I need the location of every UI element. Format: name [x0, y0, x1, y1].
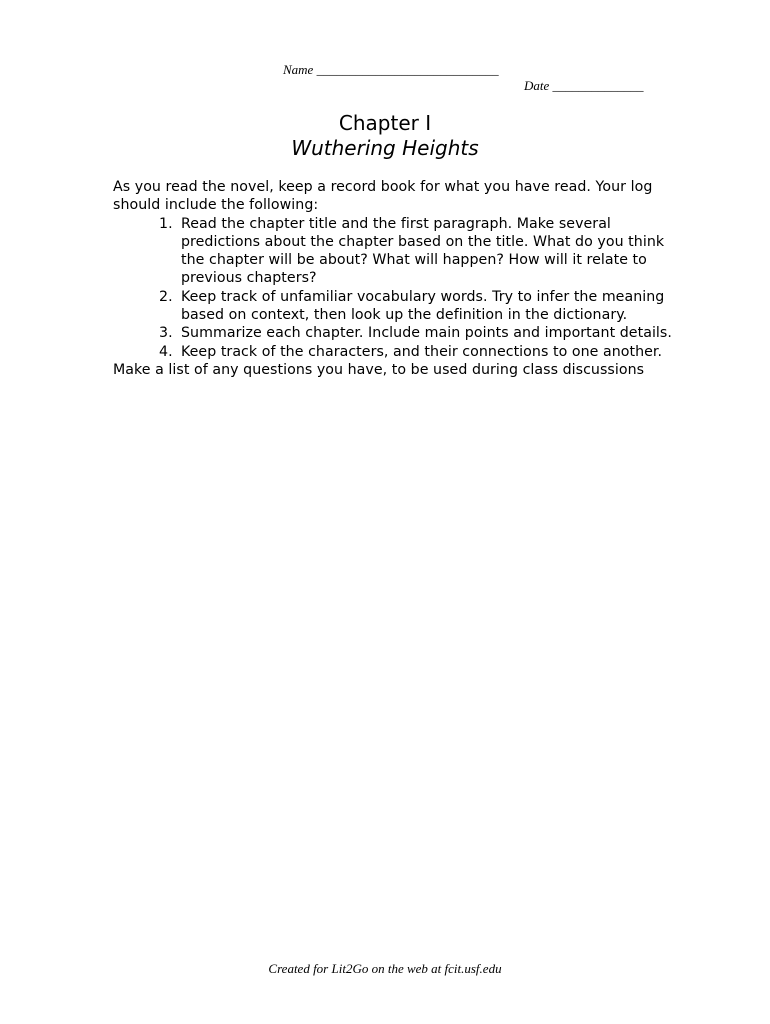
name-field-label: Name ____________________________: [283, 62, 499, 77]
steps-list: [113, 215, 673, 361]
step-number: 4.: [159, 343, 173, 360]
book-title: Wuthering Heights: [291, 136, 479, 160]
step-number: 2.: [159, 288, 173, 305]
list-item: [159, 343, 673, 361]
step-text: Keep track of the characters, and their connections to one another.: [181, 343, 663, 360]
step-text: Read the chapter title and the first paragraph. Make several predictions about the chapter based on the title. What do you think the chapter will be about? What will happen? How will it relate to previous chapters?: [181, 215, 665, 287]
instructions: [113, 178, 673, 379]
step-text: Summarize each chapter. Include main points and important details.: [181, 325, 672, 342]
footer-credit: Created for Lit2Go on the web at fcit.usf.edu: [268, 961, 502, 976]
list-item: [159, 288, 673, 325]
list-item: [159, 324, 673, 342]
intro-paragraph: As you read the novel, keep a record book for what you have read. Your log should include the following:: [113, 179, 653, 214]
name-date-header: [0, 46, 770, 94]
step-text: Keep track of unfamiliar vocabulary words. Try to infer the meaning based on context, then look up the definition in the dictionary.: [181, 288, 665, 324]
step-number: 1.: [159, 215, 173, 232]
step-number: 3.: [159, 325, 173, 342]
title-block: [0, 111, 770, 161]
list-item: [159, 215, 673, 288]
date-field-label: Date ______________: [524, 78, 644, 93]
chapter-title: Chapter I: [338, 111, 432, 135]
closing-paragraph: Make a list of any questions you have, to be used during class discussions: [113, 361, 645, 378]
